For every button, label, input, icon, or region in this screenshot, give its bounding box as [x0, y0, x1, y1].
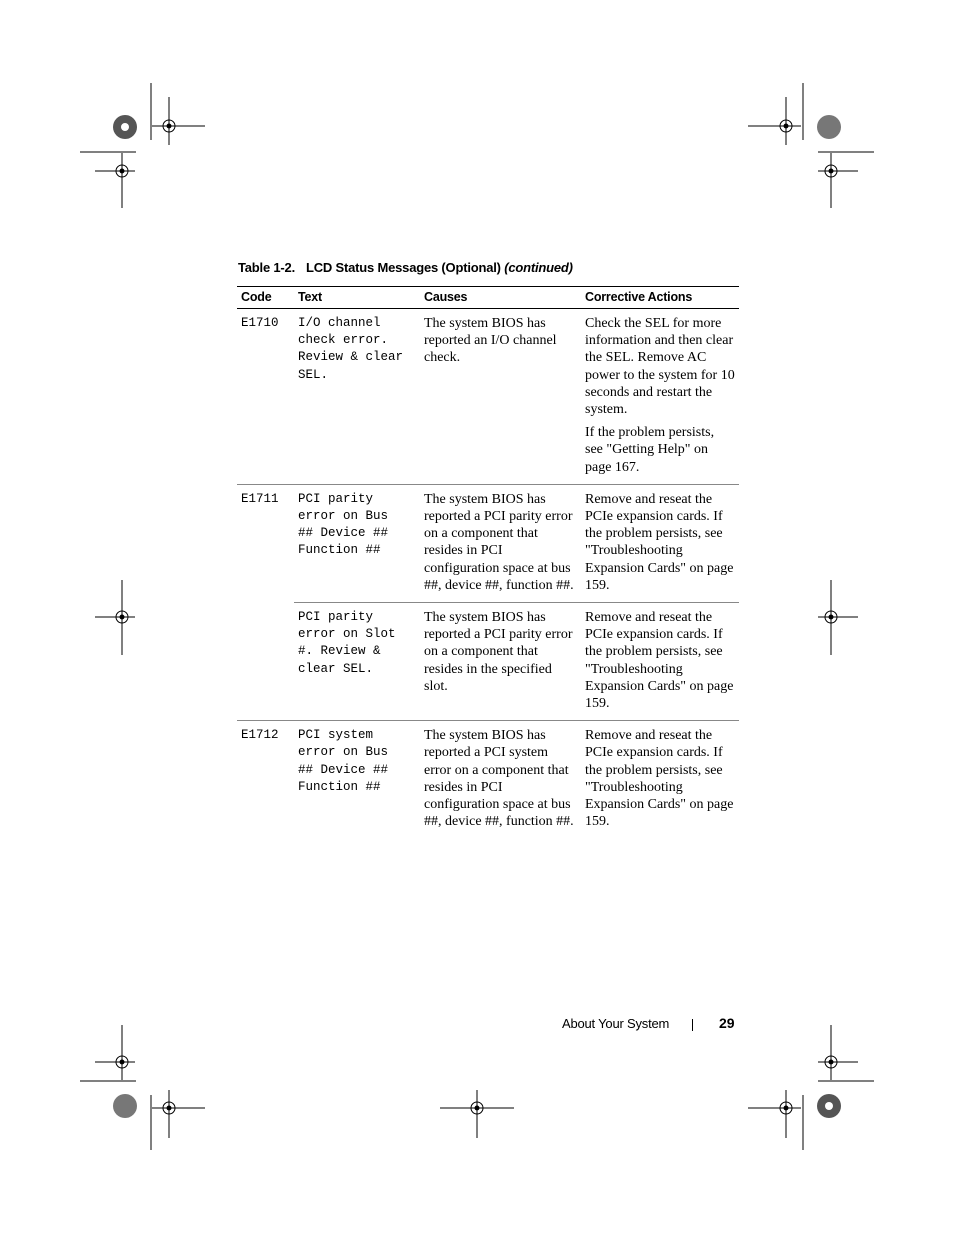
header-causes: Causes — [420, 287, 581, 309]
row-cause: The system BIOS has reported a PCI parity error on a component that resides in PCI configuration space at bus ##, device ##, function ##. — [420, 484, 581, 602]
row-text: PCI parity error on Bus ## Device ## Function ## — [294, 484, 420, 602]
row-text: I/O channel check error. Review & clear SEL. — [294, 309, 420, 485]
page-number: 29 — [719, 1015, 735, 1031]
action-paragraph: If the problem persists, see "Getting Help" on page 167. — [585, 425, 715, 475]
header-corrective-actions: Corrective Actions — [581, 287, 739, 309]
header-code: Code — [237, 287, 294, 309]
row-actions — [581, 309, 739, 485]
row-code: E1711 — [237, 484, 294, 720]
row-code: E1712 — [241, 728, 279, 743]
table-row — [237, 721, 739, 839]
row-actions — [581, 603, 739, 721]
row-code: E1710 — [237, 309, 294, 485]
table-row — [237, 484, 739, 602]
action-paragraph: Remove and reseat the PCIe expansion cards. If the problem persists, see "Troubleshooting Expansion Cards" on page 159. — [585, 491, 734, 593]
footer-divider — [692, 1019, 693, 1031]
action-paragraph: Check the SEL for more information and then clear the SEL. Remove AC power to the system for 10 seconds and restart the system. — [585, 316, 735, 418]
header-text: Text — [294, 287, 420, 309]
table-caption — [238, 260, 573, 275]
action-paragraph: Remove and reseat the PCIe expansion cards. If the problem persists, see "Troubleshooting Expansion Cards" on page 159. — [585, 610, 734, 712]
action-paragraph: Remove and reseat the PCIe expansion cards. If the problem persists, see "Troubleshooting Expansion Cards" on page 159. — [585, 728, 734, 830]
row-text: PCI system error on Bus ## Device ## Function ## — [298, 728, 389, 794]
table-row — [237, 309, 739, 485]
footer-section-title: About Your System — [562, 1016, 670, 1031]
row-cause: The system BIOS has reported an I/O channel check. — [420, 309, 581, 485]
table-number: Table 1-2. — [238, 260, 296, 275]
table-header-row — [237, 287, 739, 309]
row-cause: The system BIOS has reported a PCI system error on a component that resides in PCI configuration space at bus ##, device ##, function ##. — [424, 728, 574, 830]
table-row — [237, 603, 739, 721]
lcd-status-table — [237, 286, 739, 838]
row-actions — [581, 484, 739, 602]
row-text: PCI parity error on Slot #. Review & clear SEL. — [294, 603, 420, 721]
row-actions — [581, 721, 739, 839]
row-cause: The system BIOS has reported a PCI parity error on a component that resides in the specified slot. — [420, 603, 581, 721]
table-title: LCD Status Messages (Optional) — [306, 260, 501, 275]
table-continued: (continued) — [504, 260, 573, 275]
